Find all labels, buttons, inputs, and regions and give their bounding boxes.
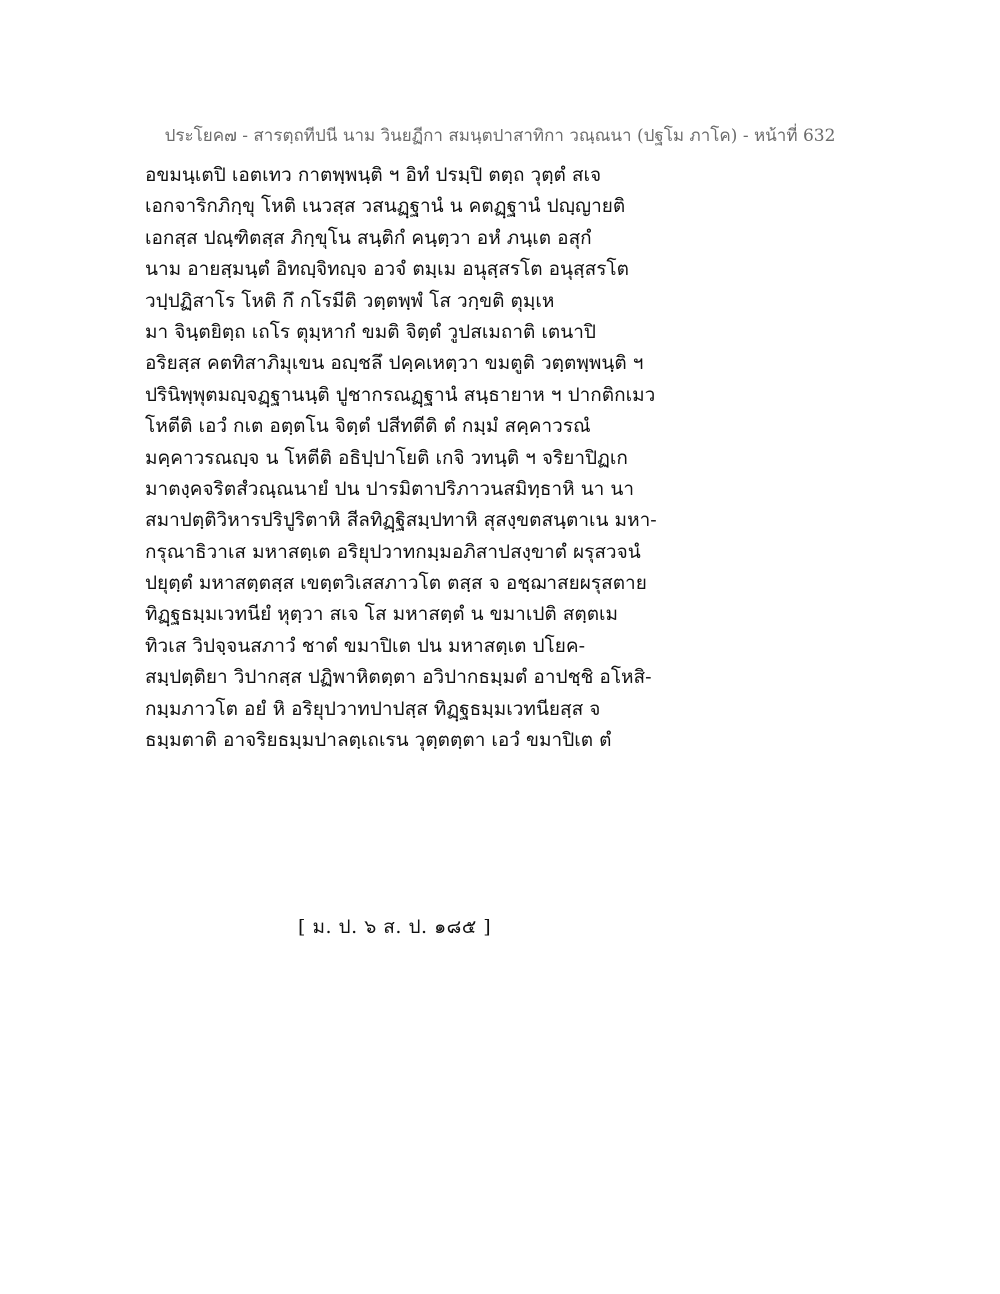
text-line: โหตีติ เอวํ กเต อตฺตโน จิตฺตํ ปสีทตีติ ตํ กมฺมํ สคฺคาวรณํ [145,415,591,438]
text-line: วปฺปฏิสาโร โหติ กึ กโรมีติ วตฺตพฺพํ โส วกฺขติ ตุมฺเห [145,289,555,312]
text-line: กรุณาธิวาเส มหาสตฺเต อริยุปวาทกมฺมอภิสาปสงฺขาตํ ผรุสวจนํ [145,540,641,563]
text-line: ทิฏฺฐธมฺมเวทนียํ หุตฺวา สเจ โส มหาสตฺตํ น ขมาเปติ สตฺตเม [145,603,619,626]
text-line: ธมฺมตาติ อาจริยธมฺมปาลตฺเถเรน วุตฺตตฺตา เอวํ ขมาปิเต ตํ [145,729,612,752]
text-line: สมฺปตฺติยา วิปากสฺส ปฏิพาหิตตฺตา อวิปากธมฺมตํ อาปชฺชิ อโหสิ- [145,666,652,689]
text-line: มคฺคาวรณญฺจ น โหตีติ อธิปฺปาโยติ เกจิ วทนฺติ ฯ จริยาปิฏเก [145,446,628,469]
text-line: ทิวเส วิปจฺจนสภาวํ ชาตํ ขมาปิเต ปน มหาสตฺเต ปโยค- [145,634,586,657]
text-line: มาตงฺคจริตสํวณฺณนายํ ปน ปารมิตาปริภาวนสมิทฺธาหิ นา นา [145,477,635,500]
text-line: กมฺมภาวโต อยํ หิ อริยุปวาทปาปสฺส ทิฏฺฐธมฺมเวทนียสฺส จ [145,697,601,720]
text-line: อริยสฺส คตทิสาภิมุเขน อญฺชลึ ปคฺคเหตฺวา ขมตูติ วตฺตพฺพนฺติ ฯ [145,352,644,375]
running-header: ประโยค๗ - สารตฺถทีปนี นาม วินยฏีกา สมนฺตปาสาทิกา วณฺณนา (ปฐโม ภาโค) - หน้าที่ 632 [164,126,836,146]
source-reference: [ ม. ป. ๖ ส. ป. ๑๘๕ ] [298,916,492,938]
text-line: ปรินิพฺพุตมญฺจฏฺฐานนฺติ ปูชากรณฏฺฐานํ สนฺธายาห ฯ ปากติกเมว [145,383,656,406]
text-line: สมาปตฺติวิหารปริปูริตาหิ สีลทิฏฺฐิสมฺปทาหิ สุสงฺขตสนฺตาเน มหา- [145,509,657,532]
text-line: อขมนฺเตปิ เอตเทว กาตพฺพนฺติ ฯ อิทํ ปรมฺปิ ตตฺถ วุตฺตํ สเจ [145,164,602,186]
text-line: เอกสฺส ปณฺฑิตสฺส ภิกฺขุโน สนฺติกํ คนฺตฺวา อหํ ภนฺเต อสุกํ [145,226,592,249]
text-line: ปยุตฺตํ มหาสตฺตสฺส เขตฺตวิเสสภาวโต ตสฺส จ อชฺฌาสยผรุสตาย [145,572,647,595]
text-line: นาม อายสฺมนฺตํ อิทญฺจิทญฺจ อวจํ ตมฺเม อนุสฺสรโต อนุสฺสรโต [145,258,629,281]
body-text [145,160,865,756]
text-line: มา จินฺตยิตฺถ เถโร ตุมฺหากํ ขมติ จิตฺตํ วูปสเมถาติ เตนาปิ [145,320,596,343]
text-line: เอกจาริกภิกฺขุ โหติ เนวสฺส วสนฏฺฐานํ น คตฏฺฐานํ ปญฺญายติ [145,195,626,218]
